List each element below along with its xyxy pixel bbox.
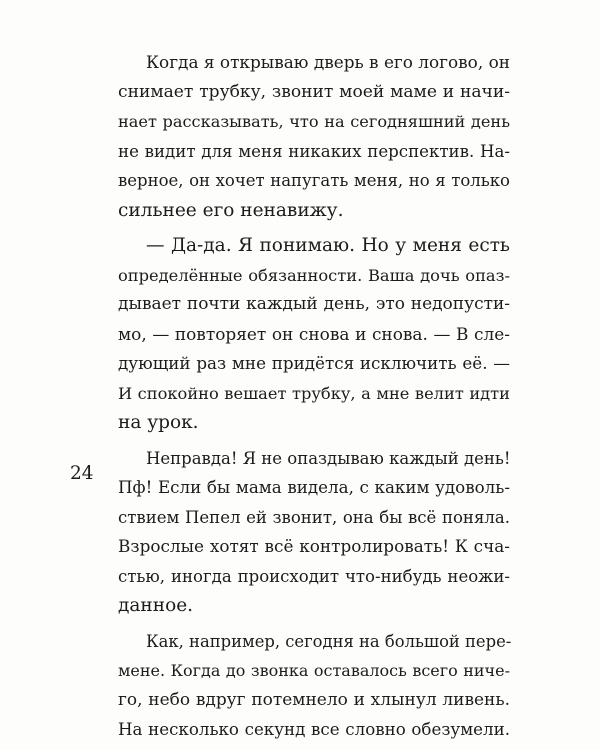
text-line: стью, иногда происходит что-нибудь неожи-: [118, 566, 510, 586]
text-line: — Да-да. Я понимаю. Но у меня есть: [146, 235, 510, 256]
text-line: на урок.: [118, 412, 199, 433]
text-line: мене. Когда до звонка оставалось всего ниче-: [118, 661, 510, 680]
body-text: [118, 48, 510, 751]
paragraph-2: [118, 231, 510, 438]
text-line: верное, он хочет напугать меня, но я только: [118, 171, 510, 190]
text-line: дующий раз мне придётся исключить её. —: [118, 353, 510, 373]
text-line: дывает почти каждый день, это недопусти-: [118, 294, 510, 314]
text-line: не видит для меня никаких перспектив. На-: [118, 141, 510, 161]
text-line: Взрослые хотят всё контролировать! К сча-: [118, 536, 510, 556]
text-line: определённые обязанности. Ваша дочь опаз-: [118, 265, 510, 285]
text-line: мо, — повторяет он снова и снова. — В сле-: [118, 323, 510, 344]
text-line: го, небо вдруг потемнело и хлынул ливень.: [118, 689, 510, 710]
text-line: ствием Пепел ей звонит, она бы всё поняла.: [118, 507, 510, 527]
text-line: На несколько секунд все словно обезумели.: [118, 720, 510, 739]
page-number: 24: [70, 463, 94, 484]
text-line: данное.: [118, 595, 194, 616]
text-line: Как, например, сегодня на большой пере-: [146, 631, 512, 651]
text-line: снимает трубку, звонит моей маме и начи-: [118, 81, 510, 102]
paragraph-3: [118, 444, 510, 621]
text-line: Пф! Если бы мама видела, с каким удоволь-: [118, 477, 510, 497]
text-line: нает рассказывать, что на сегодняшний день: [118, 112, 510, 131]
text-line: И спокойно вешает трубку, а мне велит идти: [118, 383, 510, 403]
text-line: сильнее его ненавижу.: [118, 199, 344, 221]
text-line: Неправда! Я не опаздываю каждый день!: [146, 448, 511, 468]
text-line: Когда я открываю дверь в его логово, он: [146, 52, 510, 72]
paragraph-4: [118, 627, 510, 745]
paragraph-1: [118, 48, 510, 225]
